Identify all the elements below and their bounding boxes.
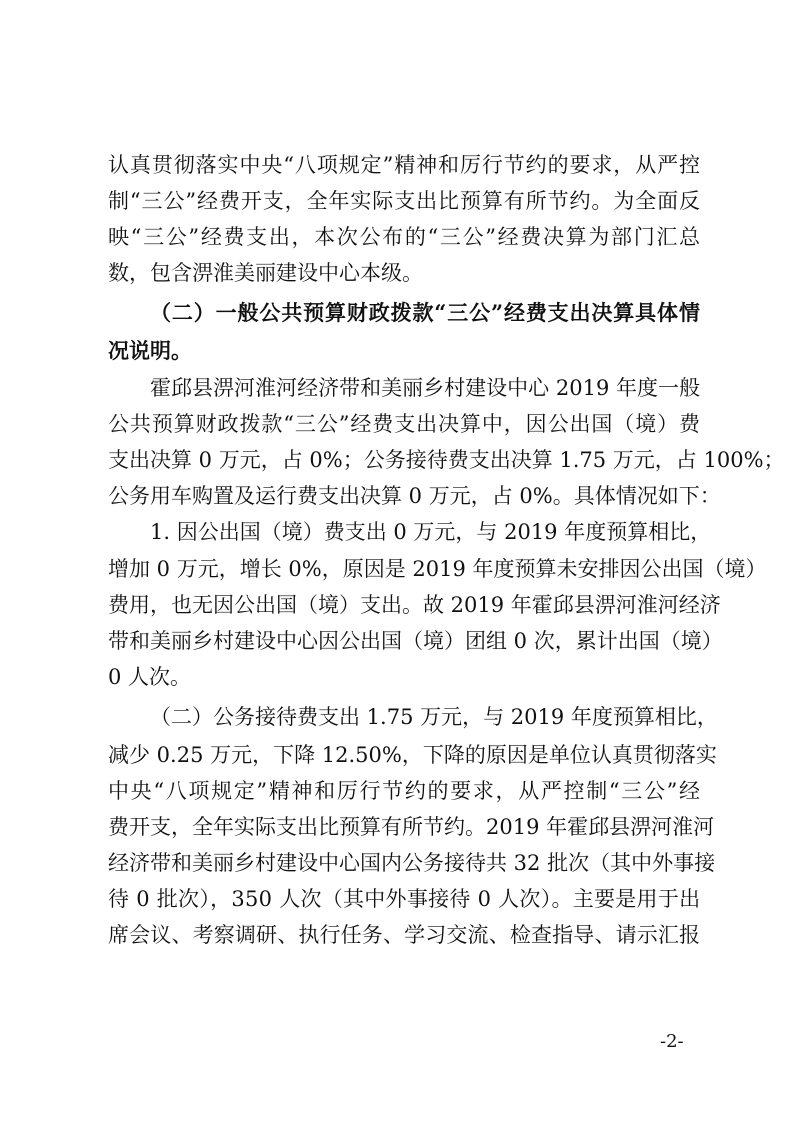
paragraph-line: 待 0 批次），350 人次（其中外事接待 0 人次）。主要是用于出 [108, 887, 701, 911]
paragraph-line: 增加 0 万元，增长 0%，原因是 2019 年度预算未安排因公出国（境） [108, 557, 767, 581]
paragraph-line: 经济带和美丽乡村建设中心国内公务接待共 32 批次（其中外事接 [108, 851, 716, 875]
paragraph-line: 0 人次。 [108, 665, 192, 689]
section-heading-line: （二）一般公共预算财政拨款“三公”经费支出决算具体情 [150, 300, 701, 325]
paragraph-line: 席会议、考察调研、执行任务、学习交流、检查指导、请示汇报 [108, 923, 701, 947]
paragraph-line: 减少 0.25 万元，下降 12.50%，下降的原因是单位认真贯彻落实 [108, 743, 717, 767]
paragraph-line: 费开支，全年实际支出比预算有所节约。2019 年霍邱县淠河淮河 [108, 815, 715, 839]
paragraph-line: 认真贯彻落实中央“八项规定”精神和厉行节约的要求，从严控 [108, 153, 701, 177]
paragraph-line: （二）公务接待费支出 1.75 万元，与 2019 年度预算相比， [150, 705, 718, 729]
paragraph-line: 映“三公”经费支出，本次公布的“三公”经费决算为部门汇总 [108, 225, 702, 249]
paragraph-line: 制“三公”经费开支，全年实际支出比预算有所节约。为全面反 [108, 189, 701, 213]
paragraph-line: 费用，也无因公出国（境）支出。故 2019 年霍邱县淠河淮河经济 [108, 593, 721, 617]
paragraph-line: 公务用车购置及运行费支出决算 0 万元，占 0%。具体情况如下： [108, 484, 721, 508]
paragraph-line: 数，包含淠淮美丽建设中心本级。 [108, 261, 423, 285]
paragraph-line: 1. 因公出国（境）费支出 0 万元，与 2019 年度预算相比， [150, 520, 712, 544]
section-heading-line: 况说明。 [108, 338, 192, 363]
paragraph-line: 霍邱县淠河淮河经济带和美丽乡村建设中心 2019 年度一般 [150, 376, 701, 400]
paragraph-line: 支出决算 0 万元，占 0%；公务接待费支出决算 1.75 万元，占 100%； [108, 448, 785, 472]
paragraph-line: 中央“八项规定”精神和厉行节约的要求，从严控制“三公”经 [108, 779, 702, 803]
paragraph-line: 带和美丽乡村建设中心因公出国（境）团组 0 次，累计出国（境） [108, 629, 723, 653]
page-number: -2- [660, 1031, 684, 1052]
paragraph-line: 公共预算财政拨款“三公”经费支出决算中，因公出国（境）费 [108, 412, 701, 436]
